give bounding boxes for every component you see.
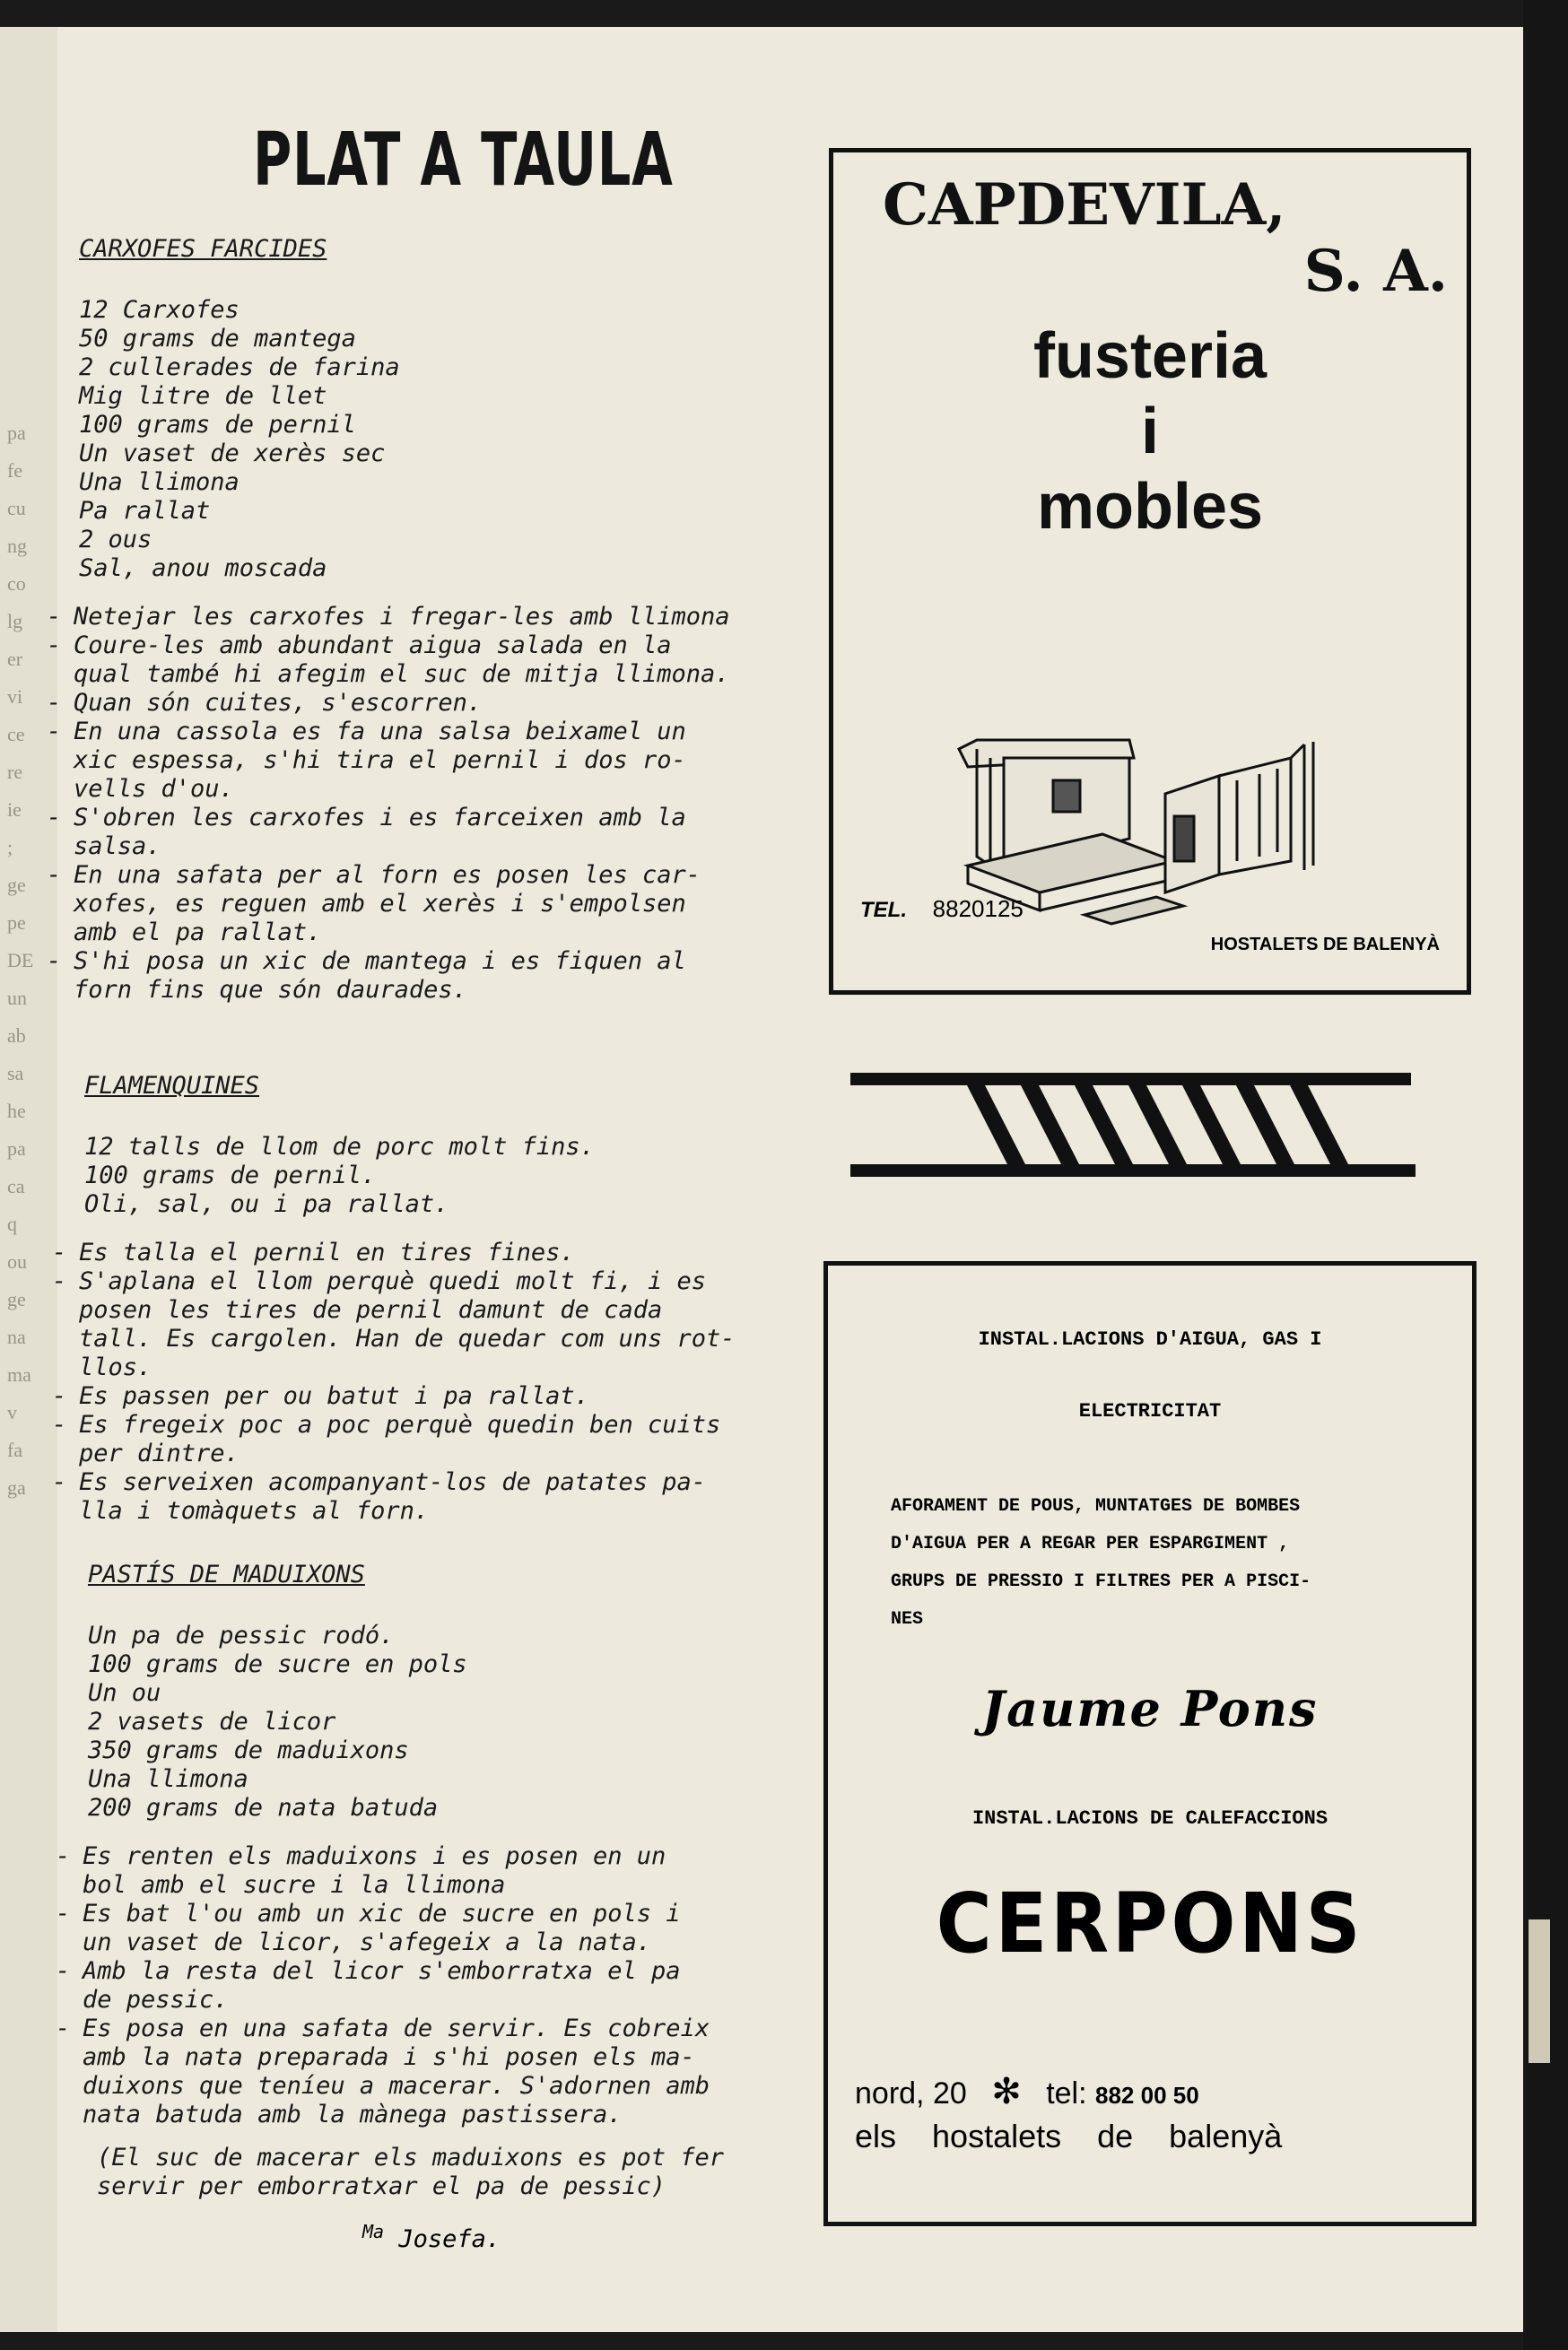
ingredient: Un ou (88, 1679, 161, 1707)
margin-fragment: ga (7, 1476, 26, 1499)
ingredient: 350 grams de maduixons (88, 1736, 409, 1764)
step-line: nata batuda amb la mànega pastissera. (83, 2101, 623, 2128)
step-line: - Netejar les carxofes i fregar-les amb llimona (74, 603, 730, 631)
ingredient: Un pa de pessic rodó. (88, 1622, 395, 1649)
margin-fragment: ge (7, 1288, 26, 1310)
margin-fragment: pa (7, 422, 26, 444)
recipe-step (56, 1842, 724, 1900)
step-line: xic espessa, s'hi tira el pernil i dos ro- (74, 746, 686, 774)
margin-fragment: ou (7, 1250, 27, 1273)
margin-fragment: q (7, 1213, 17, 1235)
recipe-step (47, 603, 730, 631)
step-line: - Es serveixen acompanyant-los de patates pa- (79, 1468, 706, 1496)
recipe-heading: FLAMENQUINES (84, 1072, 260, 1100)
ingredient: 2 cullerades de farina (79, 353, 400, 381)
services-line-3: GRUPS DE PRESSIO I FILTRES PER A PISCI- (891, 1571, 1311, 1592)
step-line: - Es renten els maduixons i es posen en un (83, 1842, 666, 1870)
recipe-step (47, 947, 730, 1005)
owner-name: Jaume Pons (981, 1680, 1319, 1737)
step-line: - En una safata per al forn es posen les car- (74, 861, 701, 889)
tel-number: 8820125 (932, 895, 1024, 922)
margin-fragment: DE (7, 949, 34, 971)
recipe-step (47, 718, 730, 804)
ingredient: Una llimona (79, 468, 240, 496)
furniture-illustration (950, 659, 1345, 1018)
company-name (883, 172, 1457, 304)
margin-fragment: pe (7, 911, 26, 934)
step-line: posen les tires de pernil damunt de cada (79, 1296, 663, 1324)
recipe-step (52, 1468, 736, 1526)
town-label: HOSTALETS DE BALENYÀ (1210, 935, 1440, 954)
recipe-flamenquines (79, 1072, 736, 1526)
ingredient: Sal, anou moscada (79, 554, 327, 582)
recipe-note (88, 2144, 724, 2201)
ingredient: Un vaset de xerès sec (79, 440, 386, 467)
ingredient: Oli, sal, ou i pa rallat. (84, 1190, 449, 1218)
signature-prefix: Ma (362, 2221, 385, 2242)
brand-name: CERPONS (936, 1876, 1364, 1971)
margin-fragment: un (7, 987, 27, 1009)
step-line: forn fins que són daurades. (74, 976, 467, 1004)
margin-fragment: vi (7, 685, 23, 708)
step-line: de pessic. (83, 1986, 229, 2014)
tel-number: 882 00 50 (1095, 2082, 1199, 2109)
recipe-step (52, 1239, 736, 1267)
services-list (891, 1488, 1411, 1639)
ingredient: Mig litre de llet (79, 382, 327, 410)
step-line: - S'aplana el llom perquè quedi molt fi, i es (79, 1267, 706, 1295)
step-line: duixons que teníeu a macerar. S'adornen amb (83, 2072, 710, 2100)
signature (362, 2221, 501, 2253)
recipe-step (56, 1900, 724, 1957)
step-line: lla i tomàquets al forn. (79, 1497, 430, 1525)
step-line: - S'hi posa un xic de mantega i es fiquen al (74, 947, 686, 975)
trade-line-2: i (1140, 396, 1159, 467)
spacer (84, 1219, 736, 1239)
step-line: - Coure-les amb abundant aigua salada en la (74, 631, 672, 659)
recipe-heading: PASTÍS DE MADUIXONS (88, 1561, 365, 1588)
recipe-step (56, 1957, 724, 2015)
margin-fragment: ca (7, 1175, 25, 1197)
services-line-4: NES (891, 1609, 924, 1630)
ad-capdevila (829, 148, 1471, 995)
step-line: vells d'ou. (74, 775, 234, 803)
spacer (79, 583, 730, 603)
spacer (88, 1823, 724, 1842)
margin-fragment: sa (7, 1062, 24, 1084)
recipe-step (52, 1411, 736, 1468)
margin-fragment: ab (7, 1024, 26, 1047)
ingredient: 100 grams de sucre en pols (88, 1650, 467, 1678)
town-label: els hostalets de balenyà (855, 2118, 1283, 2154)
trade-text (833, 318, 1467, 544)
recipe-step (52, 1267, 736, 1382)
margin-fragment: he (7, 1100, 26, 1122)
step-line: - Es passen per ou batut i pa rallat. (79, 1382, 589, 1410)
step-line: - Es fregeix poc a poc perquè quedin ben cuits (79, 1411, 721, 1439)
water-installations-line1: INSTAL.LACIONS D'AIGUA, GAS I (978, 1328, 1322, 1351)
services-line-2: D'AIGUA PER A REGAR PER ESPARGIMENT , (891, 1534, 1290, 1554)
asterisk-icon: ✻ (991, 2072, 1022, 2111)
margin-fragment: ma (7, 1363, 31, 1386)
margin-fragment: v (7, 1401, 17, 1423)
margin-fragment: na (7, 1326, 26, 1348)
margin-fragment: ng (7, 535, 27, 557)
recipe-step (47, 804, 730, 861)
ingredient: 100 grams de pernil (79, 411, 356, 439)
margin-fragment: fe (7, 459, 23, 482)
heating-installations: INSTAL.LACIONS DE CALEFACCIONS (971, 1807, 1328, 1830)
step-line: xofes, es reguen amb el xerès i s'empolsen (74, 890, 686, 918)
step-line: per dintre. (79, 1440, 240, 1467)
trade-line-1: fusteria (1032, 320, 1267, 392)
step-line: - Quan són cuites, s'escorren. (74, 689, 483, 717)
step-line: - Amb la resta del licor s'emborratxa el pa (83, 1957, 681, 1985)
step-line: - S'obren les carxofes i es farceixen amb la (74, 804, 686, 831)
services-line-1: AFORAMENT DE POUS, MUNTATGES DE BOMBES (891, 1496, 1301, 1517)
recipe-carxofes (74, 235, 730, 1005)
note-line: servir per emborratxar el pa de pessic) (97, 2172, 666, 2200)
ingredient: Pa rallat (79, 497, 211, 525)
note-line: (El suc de macerar els maduixons es pot fer (97, 2144, 724, 2172)
ingredient: 50 grams de mantega (79, 325, 356, 352)
ingredient: 2 vasets de licor (88, 1708, 336, 1736)
signature-name: Josefa. (398, 2225, 501, 2253)
step-line: - Es posa en una safata de servir. Es cobreix (83, 2015, 710, 2042)
step-line: - Es talla el pernil en tires fines. (79, 1239, 575, 1266)
company-name-line1: CAPDEVILA, (883, 171, 1286, 239)
recipe-heading: CARXOFES FARCIDES (79, 235, 327, 263)
tel-label: TEL. (860, 898, 907, 922)
step-line: - Es bat l'ou amb un xic de sucre en pols i (83, 1900, 681, 1928)
margin-fragment: lg (7, 610, 23, 632)
ingredient: 12 talls de llom de porc molt fins. (84, 1133, 595, 1161)
recipe-step (47, 689, 730, 718)
ingredient: Una llimona (88, 1765, 248, 1793)
margin-fragment: ge (7, 874, 26, 896)
step-line: llos. (79, 1353, 152, 1381)
recipe-step (47, 861, 730, 947)
step-line: un vaset de licor, s'afegeix a la nata. (83, 1928, 651, 1956)
step-line: salsa. (74, 832, 161, 860)
step-line: qual també hi afegim el suc de mitja llimona. (74, 660, 730, 688)
margin-fragment: er (7, 648, 23, 670)
margin-fragment: cu (7, 497, 26, 519)
company-name-line2: S. A. (1303, 237, 1448, 305)
ingredient: 12 Carxofes (79, 296, 240, 324)
margin-fragment: re (7, 761, 23, 783)
margin-fragment: co (7, 572, 26, 595)
phone-line (860, 895, 1024, 923)
margin-fragment: pa (7, 1137, 26, 1160)
address-line (855, 2071, 1199, 2112)
trade-line-3: mobles (1036, 471, 1264, 543)
step-line: amb la nata preparada i s'hi posen els ma- (83, 2043, 695, 2071)
previous-page-edge (0, 27, 60, 2332)
street-address: nord, 20 (855, 2076, 967, 2111)
ingredient: 2 ous (79, 526, 152, 553)
recipe-step (56, 2015, 724, 2129)
recipe-pastis (83, 1561, 724, 2201)
page-title: PLAT A TAULA (253, 118, 674, 203)
tel-label: tel: (1046, 2076, 1087, 2111)
page-tab (1529, 1919, 1550, 2063)
margin-fragment: ; (7, 836, 13, 858)
ad-cerpons (823, 1261, 1477, 2226)
recipe-step (47, 631, 730, 689)
ingredient: 100 grams de pernil. (84, 1162, 377, 1189)
step-line: - En una cassola es fa una salsa beixamel un (74, 718, 686, 745)
ladder-logo (850, 1067, 1416, 1184)
margin-fragment: ie (7, 798, 22, 821)
step-line: amb el pa rallat. (74, 918, 322, 946)
recipe-step (52, 1382, 736, 1411)
margin-fragment: fa (7, 1439, 23, 1461)
water-installations-line2: ELECTRICITAT (1078, 1400, 1222, 1423)
ingredient: 200 grams de nata batuda (88, 1794, 439, 1822)
step-line: bol amb el sucre i la llimona (83, 1871, 506, 1899)
step-line: tall. Es cargolen. Han de quedar com uns rot- (79, 1325, 736, 1353)
margin-fragment: ce (7, 723, 25, 745)
